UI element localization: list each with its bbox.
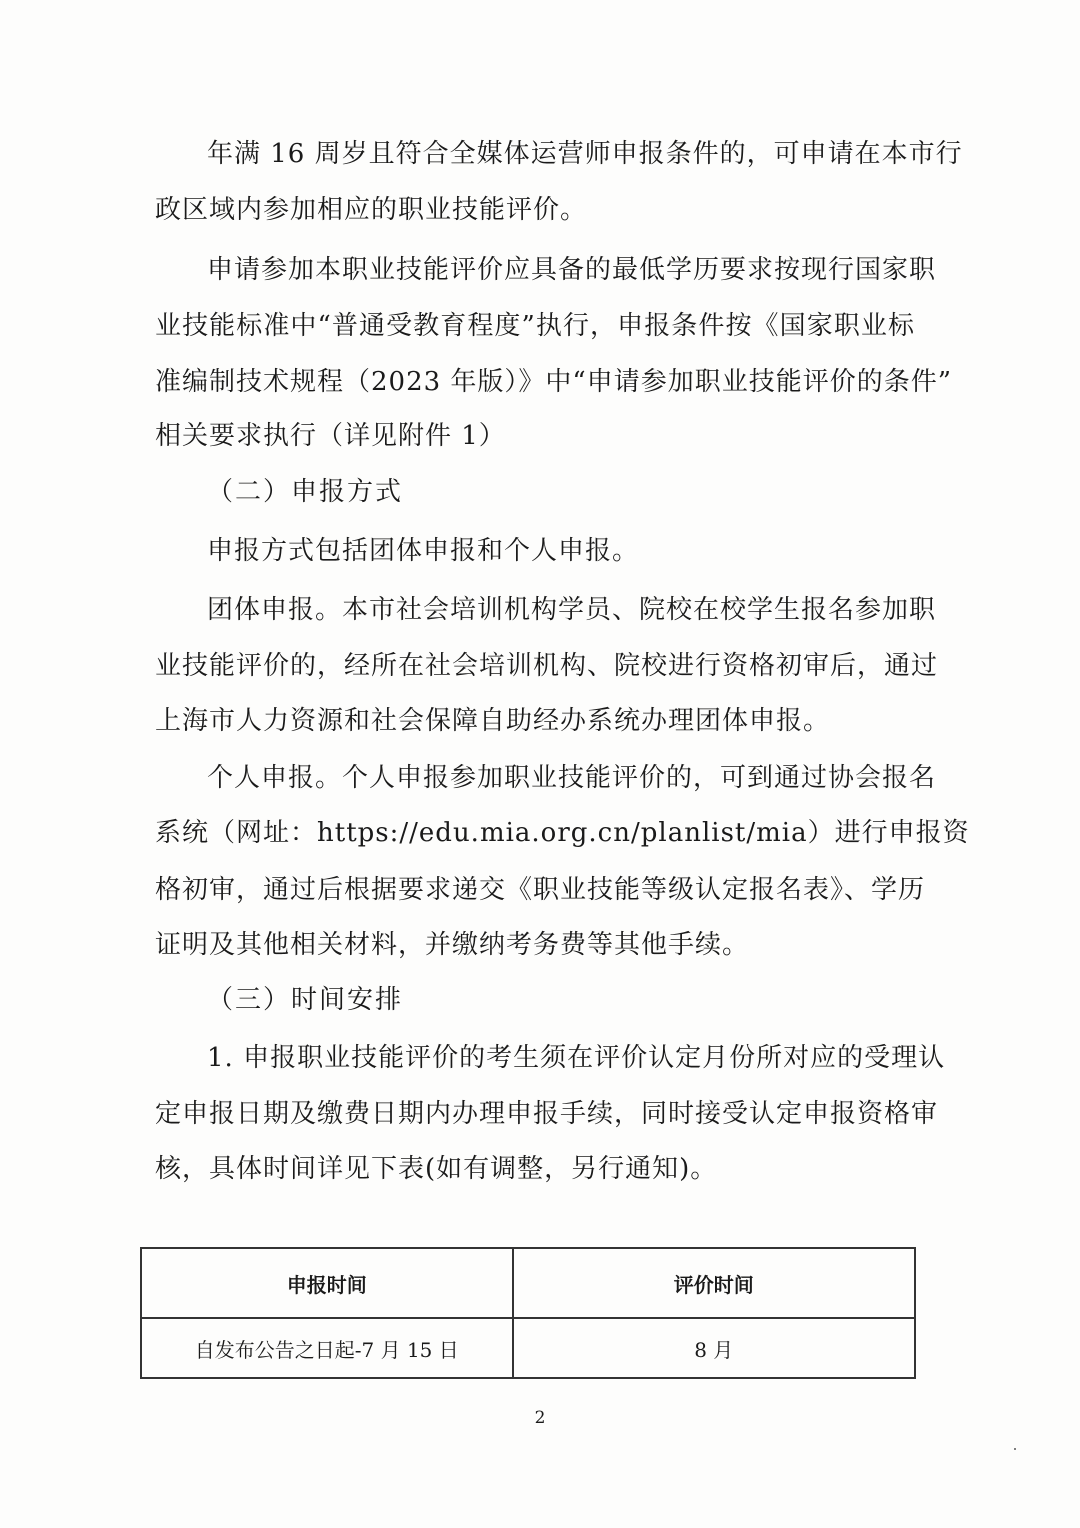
paragraph-line: 核，具体时间详见下表(如有调整，另行通知)。 [155,1154,718,1184]
paragraph-line: 证明及其他相关材料，并缴纳考务费等其他手续。 [155,930,750,960]
paragraph-line: 年满 16 周岁且符合全媒体运营师申报条件的，可申请在本市行 [207,139,963,169]
paragraph-line: 申报方式包括团体申报和个人申报。 [207,536,640,566]
page-number: 2 [534,1408,546,1428]
paragraph-line: 申请参加本职业技能评价应具备的最低学历要求按现行国家职 [207,255,937,285]
paragraph-line: 相关要求执行（详见附件 1） [155,421,506,451]
paragraph-line: 系统（网址：https://edu.mia.org.cn/planlist/mia）进行申报资 [155,818,970,848]
paragraph-line: 业技能评价的，经所在社会培训机构、院校进行资格初审后，通过 [155,651,939,681]
table-header-cell: 评价时间 [513,1248,915,1318]
paragraph-line: 业技能标准中“普通受教育程度”执行，申报条件按《国家职业标 [155,311,915,341]
table-header-cell: 申报时间 [141,1248,513,1318]
paragraph-line: 准编制技术规程（2023 年版）》中“申请参加职业技能评价的条件” [155,367,953,397]
paragraph-line: 个人申报。个人申报参加职业技能评价的，可到通过协会报名 [207,763,937,793]
section-heading: （二）申报方式 [207,477,404,507]
paragraph-line: 政区域内参加相应的职业技能评价。 [155,195,588,225]
paragraph-line: 上海市人力资源和社会保障自助经办系统办理团体申报。 [155,706,831,736]
table-cell: 8 月 [513,1318,915,1378]
scan-speck [1014,1448,1016,1450]
table-cell: 自发布公告之日起-7 月 15 日 [141,1318,513,1378]
schedule-table [140,1247,916,1379]
paragraph-line: 定申报日期及缴费日期内办理申报手续，同时接受认定申报资格审 [155,1099,939,1129]
paragraph-line: 团体申报。本市社会培训机构学员、院校在校学生报名参加职 [207,595,937,625]
paragraph-line: 格初审，通过后根据要求递交《职业技能等级认定报名表》、学历 [155,875,926,905]
section-heading: （三）时间安排 [207,985,404,1015]
table-header-row [141,1248,915,1318]
paragraph-line: 1. 申报职业技能评价的考生须在评价认定月份所对应的受理认 [207,1043,946,1073]
table-row [141,1318,915,1378]
